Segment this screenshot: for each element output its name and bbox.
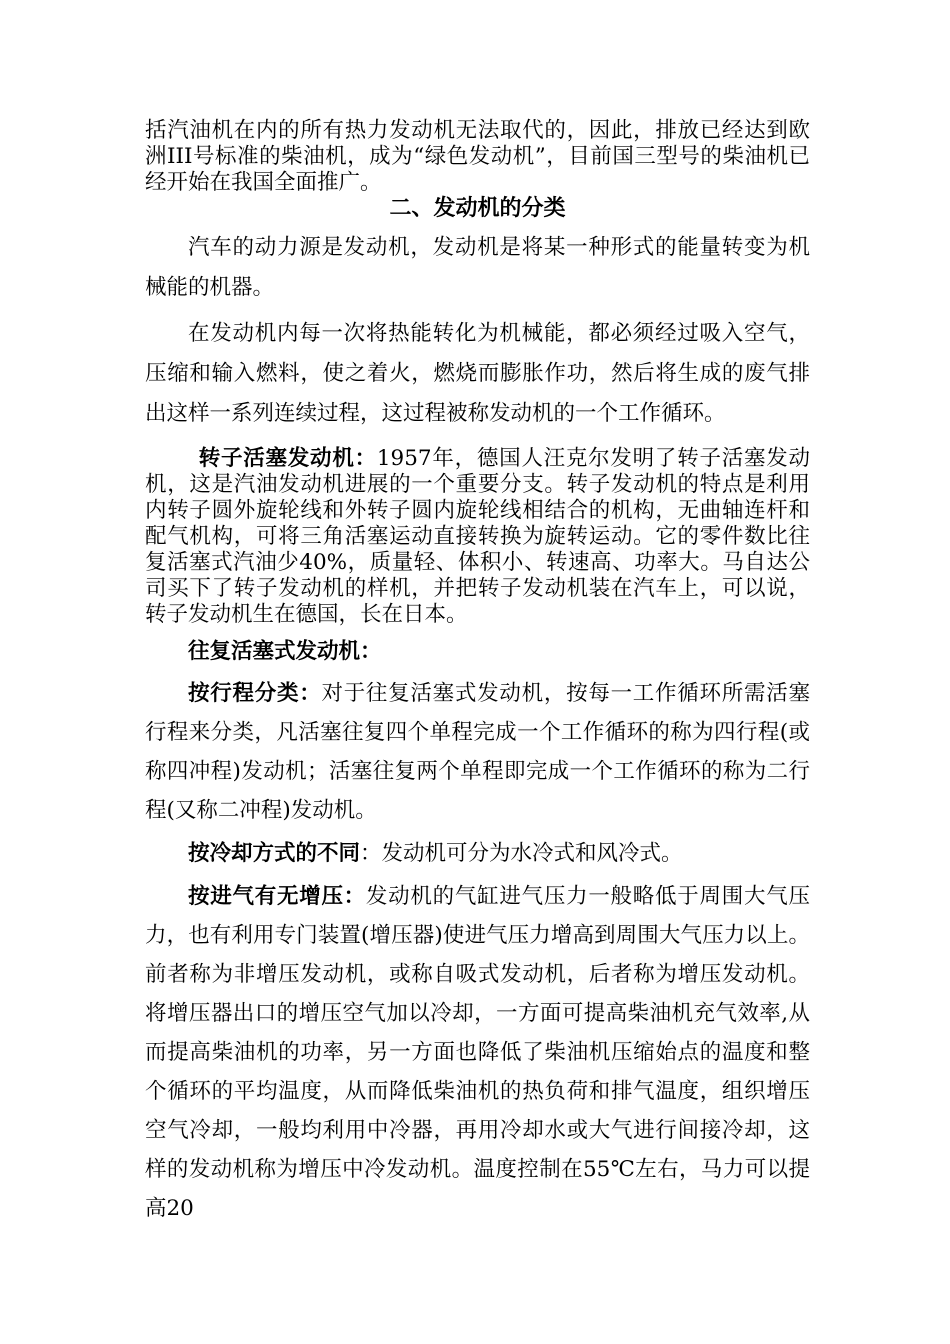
by-intake-label: 按进气有无增压：	[188, 884, 366, 909]
section-title: 二、发动机的分类	[389, 196, 566, 221]
by-stroke-label: 按行程分类：	[188, 681, 322, 706]
paragraph-by-intake	[145, 877, 810, 1228]
by-cooling-label: 按冷却方式的不同	[188, 841, 361, 866]
by-stroke-text: 对于往复活塞式发动机，按每一工作循环所需活塞行程来分类，凡活塞往复四个单程完成一个工作循环的称为四行程(或称四冲程)发动机；活塞往复两个单程即完成一个工作循环的称为二行程(又称二冲程)发动机。	[145, 681, 810, 823]
intro-paragraph: 括汽油机在内的所有热力发动机无法取代的，因此，排放已经达到欧洲III号标准的柴油机，成为“绿色发动机”，目前国三型号的柴油机已经开始在我国全面推广。	[145, 118, 810, 195]
by-cooling-text: ：发动机可分为水冷式和风冷式。	[360, 841, 683, 866]
paragraph-by-stroke	[145, 674, 810, 830]
rotary-engine-label: 转子活塞发动机：	[198, 446, 377, 471]
paragraph-work-cycle: 在发动机内每一次将热能转化为机械能，都必须经过吸入空气，压缩和输入燃料，使之着火，燃烧而膨胀作功，然后将生成的废气排出这样一系列连续过程，这过程被称发动机的一个工作循环。	[145, 321, 810, 426]
reciprocating-engine-heading	[145, 634, 810, 670]
document-page	[145, 118, 810, 1232]
rotary-engine-text: 1957年，德国人汪克尔发明了转子活塞发动机，这是汽油发动机进展的一个重要分支。转子发动机的特点是利用内转子圆外旋轮线和外转子圆内旋轮线相结合的机构，无曲轴连杆和配气机构，可将三角活塞运动直接转换为旋转运动。它的零件数比往复活塞式汽油少40%，质量轻、体积小、转速高、功率大。马自达公司买下了转子发动机的样机，并把转子发动机装在汽车上，可以说，转子发动机生在德国，长在日本。	[145, 446, 810, 627]
by-intake-text: 发动机的气缸进气压力一般略低于周围大气压力，也有利用专门装置(增压器)使进气压力增高到周围大气压力以上。前者称为非增压发动机，或称自吸式发动机，后者称为增压发动机。将增压器出口的增压空气加以冷却，一方面可提高柴油机充气效率,从而提高柴油机的功率，另一方面也降低了柴油机压缩始点的温度和整个循环的平均温度，从而降低柴油机的热负荷和排气温度，组织增压空气冷却，一般均利用中冷器，再用冷却水或大气进行间接冷却，这样的发动机称为增压中冷发动机。温度控制在55℃左右，马力可以提高20	[145, 884, 810, 1221]
reciprocating-engine-label: 往复活塞式发动机：	[188, 639, 382, 664]
paragraph-by-cooling	[145, 834, 810, 873]
paragraph-rotary-engine	[145, 446, 810, 628]
paragraph-power-source: 汽车的动力源是发动机，发动机是将某一种形式的能量转变为机械能的机器。	[145, 235, 810, 300]
